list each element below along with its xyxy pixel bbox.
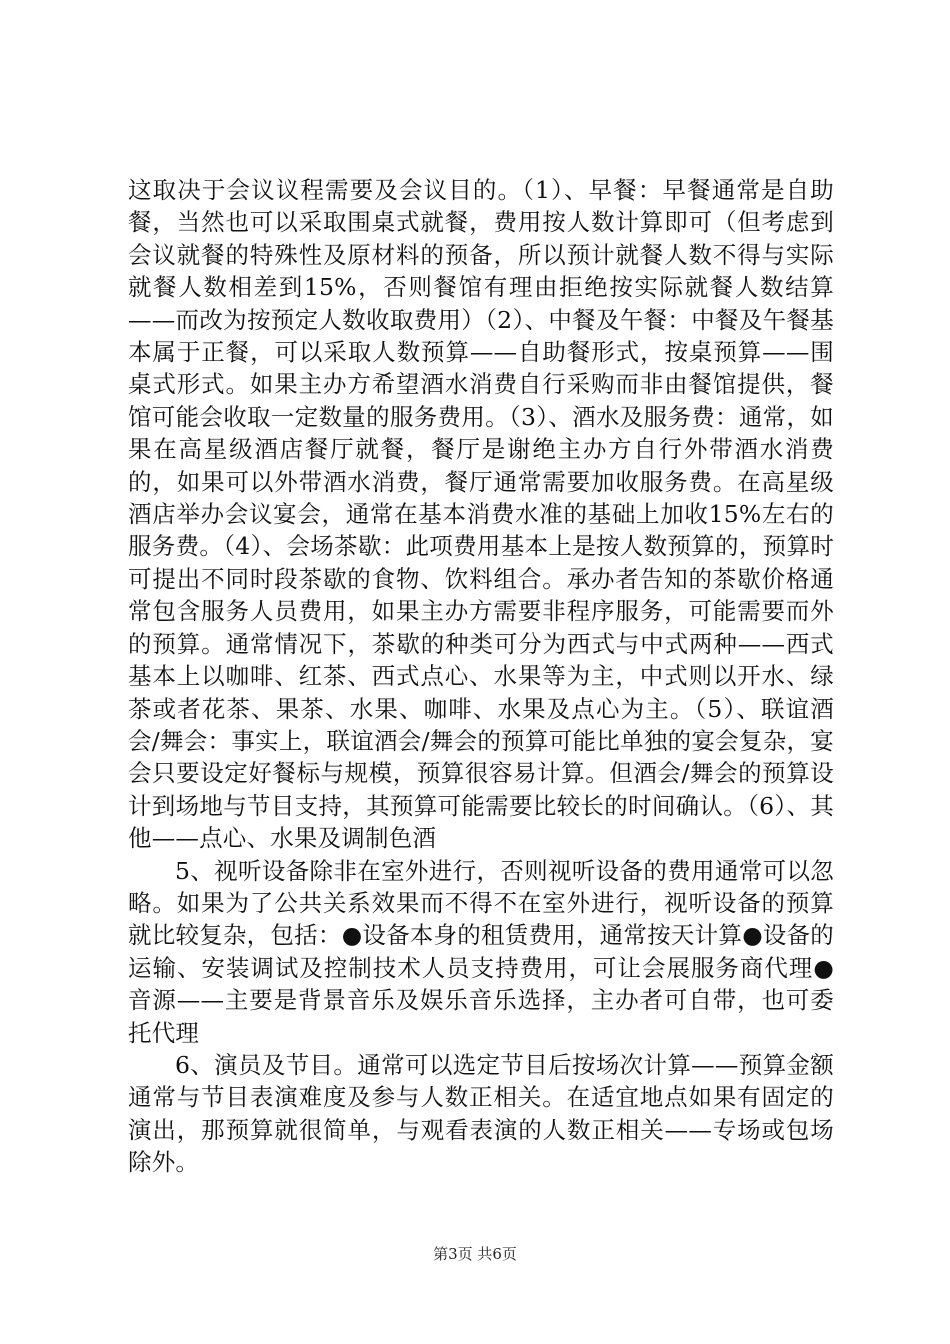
document-body	[128, 174, 834, 1179]
page-footer: 第3页 共6页	[433, 1245, 517, 1263]
paragraph-performers: 6、演员及节目。通常可以选定节目后按场次计算——预算金额通常与节目表演难度及参与人数正相关。在适宜地点如果有固定的演出，那预算就很简单，与观看表演的人数正相关——专场或包场除外。	[128, 1050, 834, 1177]
paragraph-catering-budget: 这取决于会议议程需要及会议目的。（1）、早餐：早餐通常是自助餐，当然也可以采取围桌式就餐，费用按人数计算即可（但考虑到会议就餐的特殊性及原材料的预备，所以预计就餐人数不得与实际就餐人数相差到15%，否则餐馆有理由拒绝按实际就餐人数结算——而改为按预定人数收取费用）（2）、中餐及午餐：中餐及午餐基本属于正餐，可以采取人数预算——自助餐形式，按桌预算——围桌式形式。如果主办方希望酒水消费自行采购而非由餐馆提供，餐馆可能会收取一定数量的服务费用。（3）、酒水及服务费：通常，如果在高星级酒店餐厅就餐，餐厅是谢绝主办方自行外带酒水消费的，如果可以外带酒水消费，餐厅通常需要加收服务费。在高星级酒店举办会议宴会，通常在基本消费水准的基础上加收15%左右的服务费。（4）、会场茶歇：此项费用基本上是按人数预算的，预算时可提出不同时段茶歇的食物、饮料组合。承办者告知的茶歇价格通常包含服务人员费用，如果主办方需要非程序服务，可能需要而外的预算。通常情况下，茶歇的种类可分为西式与中式两种——西式基本上以咖啡、红茶、西式点心、水果等为主，中式则以开水、绿茶或者花茶、果茶、水果、咖啡、水果及点心为主。（5）、联谊酒会/舞会：事实上，联谊酒会/舞会的预算可能比单独的宴会复杂，宴会只要设定好餐标与规模，预算很容易计算。但酒会/舞会的预算设计到场地与节目支持，其预算可能需要比较长的时间确认。（6）、其他——点心、水果及调制色酒	[128, 176, 834, 853]
paragraph-av-equipment: 5、视听设备除非在室外进行，否则视听设备的费用通常可以忽略。如果为了公共关系效果而不得不在室外进行，视听设备的预算就比较复杂，包括：●设备本身的租赁费用，通常按天计算●设备的运输、安装调试及控制技术人员支持费用，可让会展服务商代理●音源——主要是背景音乐及娱乐音乐选择，主办者可自带，也可委托代理	[128, 856, 834, 1047]
